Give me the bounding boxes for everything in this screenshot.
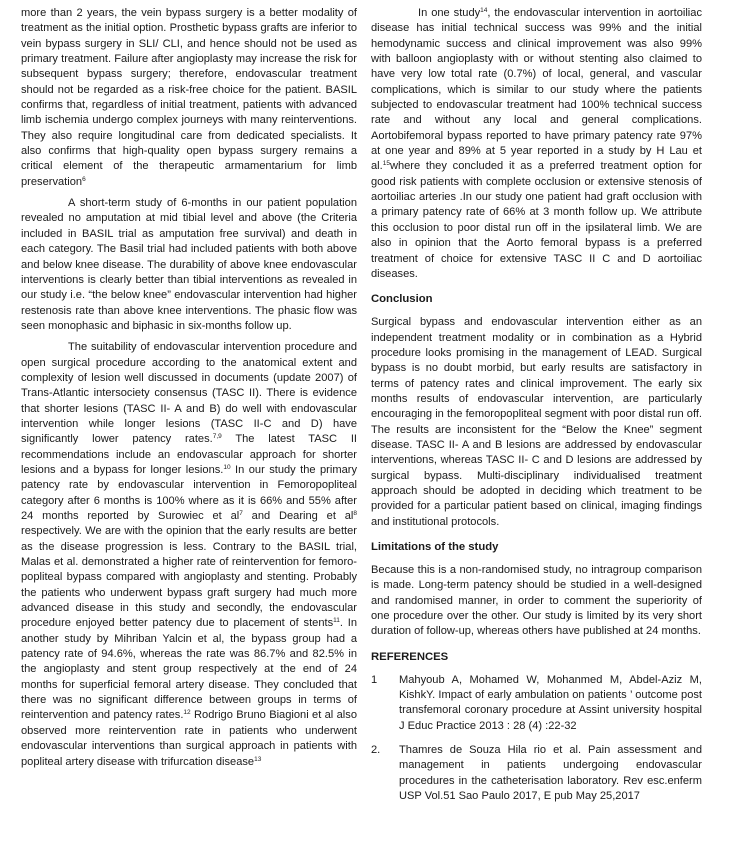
right-paragraph-1: In one study$^{14}$, the endovascular intervention in aortoiliac disease has initial technical success was 99% and the initial hemodynamic success and clinical improvement was also 99% with balloon angioplasty with or without stenting also claimed to have very low total rate (0.7%) of local, general, and vascular complications, which is similar to our study where the patients subjected to endovascular treatment had 100% technical success rate and without any local and general complications. Aortobifemoral bypass reported to have primary patency rate 97% at one year and 89% at 5 year reported in a study by H Lau et al.$^{15}$where they concluded it as a preferred treatment option for good risk patients with complete occlusion or extensive stenosis of aortoiliac arteries .In our study one patient had graft occlusion with a primary patency rate of 66% at 3 month follow up. We attribute this occlusion to poor distal run off in the ipsilateral limb. We are also in opinion that the Aorto femoral bypass is a preferred treatment of choice for extensive TASC II C and D aortoiliac diseases.: [371, 7, 702, 280]
citation-sup: 13: [254, 755, 262, 763]
reference-number: 1: [371, 673, 378, 686]
reference-item: [371, 743, 702, 804]
references-list: [371, 673, 702, 805]
conclusion-heading: Conclusion: [371, 293, 433, 306]
citation-sup: 10: [223, 463, 231, 471]
limitations-heading: Limitations of the study: [371, 541, 499, 553]
reference-item: [371, 673, 702, 734]
right-column: [371, 6, 702, 804]
citation-sup: 12: [183, 709, 191, 717]
citation-sup: 9: [218, 433, 222, 441]
citation-sup: 6: [82, 175, 86, 183]
reference-text: Mahyoub A, Mohamed W, Mohanmed M, Abdel-Aziz M, KishkY. Impact of early ambulation on patients ’ outcome post transfemoral coronary procedure at Assint university hospital J Educ Practice 2013 : 28 (4) :22-32: [399, 673, 702, 732]
reference-text: Thamres de Souza Hila rio et al. Pain assessment and management in patients undergoing endovascular procedures in the catheterisation laboratory. Rev esc.enferm USP Vol.51 Sao Paulo 2017, E pub May 25,2017: [399, 744, 702, 803]
citation-sup: 8: [353, 510, 358, 517]
left-column: [21, 6, 357, 770]
reference-number: 2.: [371, 744, 381, 757]
left-paragraph-1: more than 2 years, the vein bypass surgery is a better modality of treatment as the initial option. Prosthetic bypass grafts are inferior to vein bypass surgery in SLI/ CLI, and hence should not be used as primary treatment. Failure after angioplasty may increase the risk for subsequent bypass surgery; therefore, endovascular treatment should not be regarded as a risk-free choice for the patient. BASIL confirms that, regardless of initial treatment, patients with advanced limb ischemia undergo complex journeys with many reinterventions. They also require longitudinal care from dedicated specialists. It also confirms that high-quality open bypass surgery remains a critical element of the therapeutic armamentarium for limb preservation$^6$: [21, 7, 357, 188]
limitations-paragraph: Because this is a non-randomised study, no intragroup comparison is made. Long-term patency should be studied in a well-designed and randomised manner, in order to comment the superiority of one procedure over the other. Our study is limited by its very short duration of follow-up, whereas others have published at 24 months.: [371, 564, 702, 638]
citation-sup: 7,: [212, 433, 219, 441]
conclusion-paragraph: Surgical bypass and endovascular intervention either as an independent treatment modality or in combination as a Hybrid procedure looks promising in the management of LEAD. Surgical bypass is no doubt morbid, but early results are satisfactory in terms of patency rates and clinical improvement. The early six months results of endovascular intervention, are particularly encouraging in the femoropopliteal segment with poor distal run off. The results are inconsistent for the “Below the Knee” segment disease. TASC II- A and B lesions are addressed by endovascular interventions, whereas TASC II- C and D lesions are addressed by surgical bypass. Multi-disciplinary individualised treatment approach should be adopted in deciding which treatment to be provided for a particular patient based on clinical, imaging findings and institutional protocols.: [371, 316, 702, 528]
citation-sup: 15: [382, 160, 390, 168]
left-paragraph-3: The suitability of endovascular intervention procedure and open surgical procedure according to the anatomical extent and complexity of lesion well discussed in documents (update 2007) of Trans-Atlantic intersociety consensus (TASC II). There is evidence that shorter lesions (TASC II- A and B) do well with endovascular intervention while longer lesions (TASC II-C and D) have significantly lower patency rates.$^{7,9}$ The latest TASC II recommendations include an endovascular approach for shorter lesions and a bypass for longer lesions.$^{10}$ In our study the primary patency rate by endovascular intervention in Femoropopliteal category after 6 months is 100% where as it is 66% and 55% after 24 months reported by Surowiec et $al^7$ and Dearing et $al^8$ respectively. We are with the opinion that the early results are better as the disease progression is less. Contrary to the BASIL trial, Malas et al. demonstrated a higher rate of reintervention for femoro-popliteal bypass compared with angioplasty and stenting. Probably the patients who underwent bypass graft surgery had much more advanced disease in this study and secondly, the endovascular procedure enjoyed better patency due to placement of stents$^{11}$. In another study by Mihriban Yalcin et al, the bypass group had a patency rate of 94.6%, whereas the rate was 86.7% and 82.5% in the angioplasty and stent group respectively at the end of 24 months for superficial femoral artery disease. They concluded that there was no significant difference between groups in terms of reintervention and patency rates.$^{12}$ Rodrigo Bruno Biagioni et al also observed more reintervention rate in patients who underwent endovascular interventions than surgical approach in patients with popliteal artery disease with trifurcation disease$^{13}$: [21, 341, 358, 768]
citation-sup: 7: [239, 510, 243, 517]
citation-sup: 14: [480, 7, 488, 14]
left-paragraph-2: A short-term study of 6-months in our patient population revealed no amputation at mid tibial level and above (the Criteria included in BASIL trial as amputation free survival) and death in each category. The Basil trial had included patients with both above and below knee disease. The durability of above knee endovascular interventions is clearly better than tibial interventions as revealed in our study i.e. “the below knee” endovascular intervention had higher restenosis rate than above knee interventions. The phasic flow was seen monophasic and biphasic in six-months follow up.: [21, 197, 357, 332]
references-heading: REFERENCES: [371, 650, 449, 663]
citation-sup: 11: [333, 617, 340, 625]
